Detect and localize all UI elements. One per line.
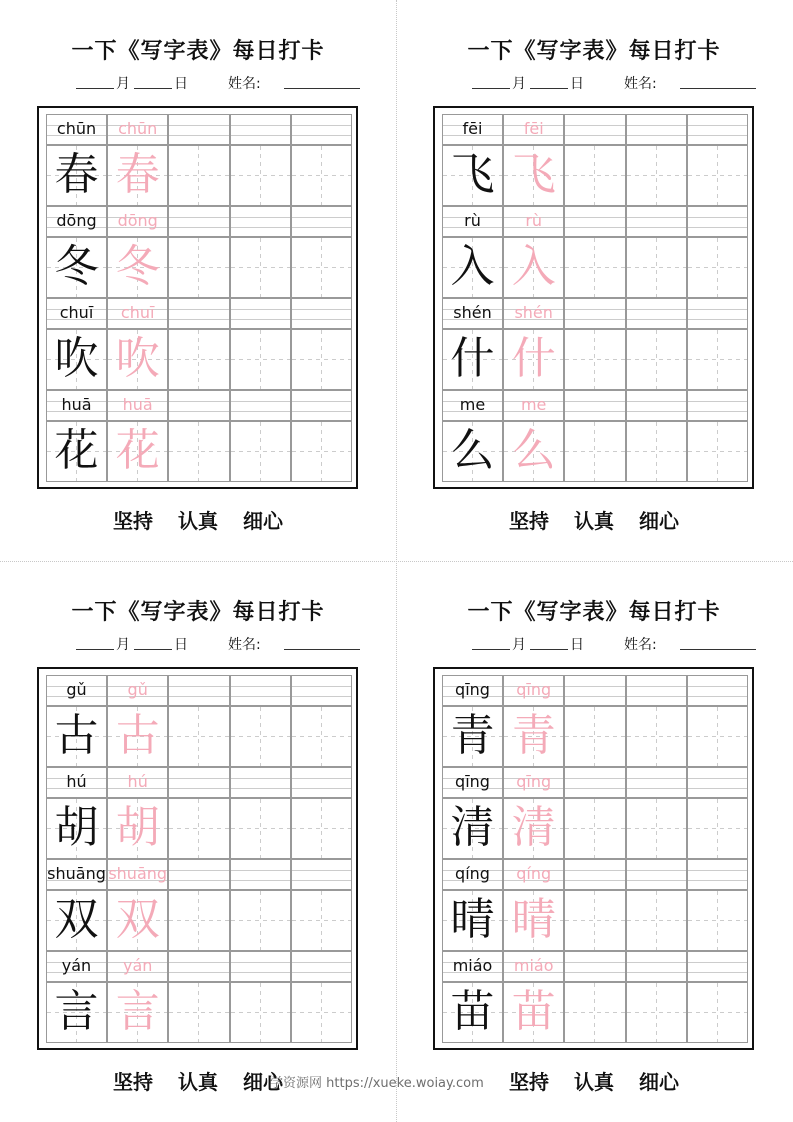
hanzi-trace: 飞 (511, 149, 556, 200)
hanzi-cell[interactable] (564, 329, 625, 390)
day-label: 日 (570, 76, 584, 92)
pinyin-text: qíng (455, 864, 490, 883)
pinyin-cell (503, 390, 564, 421)
motto: 坚持 认真 细心 (509, 1070, 679, 1094)
pinyin-cell[interactable] (564, 859, 625, 890)
pinyin-trace: qīng (516, 680, 552, 699)
hanzi-trace: 入 (511, 241, 556, 292)
day-label: 日 (570, 637, 584, 653)
hanzi-cell[interactable] (291, 237, 352, 298)
pinyin-cell[interactable] (626, 675, 687, 706)
hanzi-cell[interactable] (687, 421, 748, 482)
hanzi-cell[interactable] (168, 798, 229, 859)
hanzi-cell (442, 890, 503, 951)
hanzi-trace: 双 (115, 894, 160, 945)
pinyin-cell (107, 114, 168, 145)
month-label: 月 (116, 637, 130, 653)
hanzi-trace: 言 (115, 986, 160, 1037)
hanzi-model: 入 (450, 241, 495, 292)
hanzi-model: 苗 (450, 986, 495, 1037)
day-blank[interactable] (530, 635, 568, 650)
hanzi-cell (46, 798, 107, 859)
pinyin-cell[interactable] (168, 206, 229, 237)
hanzi-trace: 苗 (511, 986, 556, 1037)
hanzi-cell (442, 329, 503, 390)
pinyin-text: chūn (56, 119, 97, 138)
hanzi-cell[interactable] (564, 421, 625, 482)
pinyin-cell (442, 206, 503, 237)
hanzi-cell[interactable] (564, 706, 625, 767)
writing-grid (442, 675, 748, 1043)
month-blank[interactable] (76, 74, 114, 89)
hanzi-model: 春 (54, 149, 99, 200)
hanzi-cell (46, 890, 107, 951)
month-blank[interactable] (76, 635, 114, 650)
pinyin-text: yán (61, 956, 92, 975)
pinyin-trace: rù (525, 211, 543, 230)
motto: 坚持 认真 细心 (113, 1070, 283, 1094)
pinyin-cell (442, 951, 503, 982)
hanzi-cell[interactable] (564, 982, 625, 1043)
pinyin-cell (503, 767, 564, 798)
pinyin-text: gǔ (66, 680, 87, 699)
pinyin-cell (46, 675, 107, 706)
hanzi-cell[interactable] (168, 145, 229, 206)
hanzi-trace: 春 (115, 149, 160, 200)
hanzi-cell[interactable] (291, 145, 352, 206)
hanzi-trace: 花 (115, 425, 160, 476)
day-label: 日 (174, 637, 188, 653)
pinyin-cell[interactable] (230, 951, 291, 982)
hanzi-cell[interactable] (230, 145, 291, 206)
writing-grid (46, 114, 352, 482)
hanzi-cell (46, 237, 107, 298)
pinyin-cell (503, 114, 564, 145)
pinyin-cell[interactable] (291, 859, 352, 890)
pinyin-cell (442, 767, 503, 798)
hanzi-cell (503, 798, 564, 859)
hanzi-model: 晴 (450, 894, 495, 945)
hanzi-trace: 什 (511, 333, 556, 384)
hanzi-model: 青 (450, 710, 495, 761)
pinyin-cell[interactable] (687, 675, 748, 706)
hanzi-trace: 吹 (115, 333, 160, 384)
hanzi-trace: 胡 (115, 802, 160, 853)
hanzi-model: 清 (450, 802, 495, 853)
hanzi-cell (107, 237, 168, 298)
pinyin-trace: miáo (513, 956, 554, 975)
pinyin-text: qīng (455, 772, 490, 791)
pinyin-text: qīng (455, 680, 490, 699)
pinyin-cell (503, 859, 564, 890)
hanzi-cell[interactable] (687, 890, 748, 951)
hanzi-cell[interactable] (687, 145, 748, 206)
hanzi-cell[interactable] (626, 237, 687, 298)
hanzi-cell (107, 145, 168, 206)
checkin-card (396, 561, 792, 1122)
pinyin-cell[interactable] (564, 675, 625, 706)
hanzi-model: 胡 (54, 802, 99, 853)
pinyin-cell[interactable] (291, 206, 352, 237)
pinyin-cell[interactable] (564, 114, 625, 145)
card-title: 一下《写字表》每日打卡 (71, 38, 325, 64)
pinyin-cell (442, 859, 503, 890)
hanzi-cell (107, 706, 168, 767)
hanzi-model: 什 (450, 333, 495, 384)
hanzi-cell[interactable] (168, 706, 229, 767)
name-label: 姓名: (624, 637, 657, 653)
pinyin-cell[interactable] (687, 951, 748, 982)
hanzi-cell[interactable] (230, 890, 291, 951)
pinyin-cell[interactable] (687, 114, 748, 145)
month-blank[interactable] (472, 635, 510, 650)
pinyin-cell (107, 675, 168, 706)
pinyin-trace: gǔ (127, 680, 148, 699)
hanzi-cell (107, 798, 168, 859)
pinyin-cell[interactable] (168, 675, 229, 706)
writing-grid (46, 675, 352, 1043)
hanzi-cell[interactable] (230, 329, 291, 390)
pinyin-cell[interactable] (230, 767, 291, 798)
hanzi-model: 古 (54, 710, 99, 761)
pinyin-cell[interactable] (687, 390, 748, 421)
checkin-card (0, 0, 396, 561)
card-title: 一下《写字表》每日打卡 (467, 599, 721, 625)
pinyin-cell (46, 859, 107, 890)
pinyin-trace: shén (514, 303, 553, 322)
pinyin-cell (107, 859, 168, 890)
hanzi-cell[interactable] (564, 145, 625, 206)
pinyin-trace: yán (122, 956, 153, 975)
hanzi-cell (46, 421, 107, 482)
pinyin-cell (107, 767, 168, 798)
hanzi-cell (442, 421, 503, 482)
hanzi-cell[interactable] (230, 421, 291, 482)
hanzi-cell[interactable] (564, 890, 625, 951)
card-title: 一下《写字表》每日打卡 (71, 599, 325, 625)
hanzi-trace: 清 (511, 802, 556, 853)
pinyin-cell[interactable] (291, 298, 352, 329)
motto: 坚持 认真 细心 (113, 509, 283, 533)
hanzi-cell[interactable] (168, 982, 229, 1043)
hanzi-cell[interactable] (168, 890, 229, 951)
pinyin-cell[interactable] (626, 859, 687, 890)
pinyin-text: miáo (452, 956, 493, 975)
pinyin-cell[interactable] (168, 951, 229, 982)
practice-frame (37, 667, 358, 1050)
hanzi-cell[interactable] (687, 706, 748, 767)
motto: 坚持 认真 细心 (509, 509, 679, 533)
hanzi-cell[interactable] (291, 890, 352, 951)
pinyin-cell (46, 951, 107, 982)
hanzi-cell[interactable] (291, 329, 352, 390)
hanzi-cell (503, 706, 564, 767)
hanzi-cell (46, 145, 107, 206)
pinyin-cell (442, 114, 503, 145)
pinyin-cell[interactable] (230, 675, 291, 706)
pinyin-cell (107, 206, 168, 237)
pinyin-cell[interactable] (687, 767, 748, 798)
hanzi-cell[interactable] (291, 798, 352, 859)
hanzi-cell (442, 145, 503, 206)
hanzi-cell (503, 329, 564, 390)
day-blank[interactable] (134, 635, 172, 650)
pinyin-cell[interactable] (564, 206, 625, 237)
hanzi-cell[interactable] (564, 237, 625, 298)
hanzi-cell (107, 329, 168, 390)
pinyin-trace: huā (122, 395, 153, 414)
hanzi-cell (107, 890, 168, 951)
name-blank[interactable] (680, 74, 756, 89)
pinyin-cell[interactable] (168, 298, 229, 329)
hanzi-cell[interactable] (168, 421, 229, 482)
hanzi-cell (503, 982, 564, 1043)
hanzi-cell[interactable] (230, 706, 291, 767)
pinyin-cell[interactable] (687, 206, 748, 237)
pinyin-cell[interactable] (168, 859, 229, 890)
pinyin-cell (46, 767, 107, 798)
pinyin-text: fēi (462, 119, 483, 138)
pinyin-cell (107, 390, 168, 421)
pinyin-trace: qíng (516, 864, 552, 883)
hanzi-cell[interactable] (230, 798, 291, 859)
pinyin-cell (503, 206, 564, 237)
pinyin-cell (442, 298, 503, 329)
hanzi-cell[interactable] (626, 706, 687, 767)
pinyin-cell[interactable] (687, 859, 748, 890)
pinyin-text: chuī (59, 303, 94, 322)
hanzi-cell[interactable] (291, 421, 352, 482)
pinyin-trace: me (520, 395, 547, 414)
month-blank[interactable] (472, 74, 510, 89)
pinyin-cell[interactable] (687, 298, 748, 329)
pinyin-trace: hú (127, 772, 148, 791)
pinyin-cell[interactable] (230, 859, 291, 890)
day-blank[interactable] (134, 74, 172, 89)
pinyin-cell (107, 951, 168, 982)
hanzi-cell[interactable] (626, 798, 687, 859)
hanzi-cell[interactable] (626, 890, 687, 951)
pinyin-cell[interactable] (626, 114, 687, 145)
hanzi-cell (442, 237, 503, 298)
hanzi-cell (503, 145, 564, 206)
pinyin-cell[interactable] (230, 206, 291, 237)
hanzi-cell[interactable] (626, 145, 687, 206)
hanzi-cell (46, 982, 107, 1043)
pinyin-cell[interactable] (291, 951, 352, 982)
pinyin-cell[interactable] (564, 298, 625, 329)
card-title: 一下《写字表》每日打卡 (467, 38, 721, 64)
hanzi-trace: 古 (115, 710, 160, 761)
writing-grid (442, 114, 748, 482)
hanzi-cell[interactable] (291, 982, 352, 1043)
pinyin-cell[interactable] (168, 767, 229, 798)
pinyin-text: dōng (56, 211, 97, 230)
name-label: 姓名: (228, 637, 261, 653)
pinyin-cell[interactable] (291, 675, 352, 706)
pinyin-cell[interactable] (626, 767, 687, 798)
practice-frame (433, 106, 754, 489)
pinyin-cell[interactable] (626, 298, 687, 329)
hanzi-model: 冬 (54, 241, 99, 292)
pinyin-cell[interactable] (230, 114, 291, 145)
hanzi-cell (503, 421, 564, 482)
name-label: 姓名: (624, 76, 657, 92)
hanzi-cell (442, 982, 503, 1043)
pinyin-cell (46, 206, 107, 237)
pinyin-trace: chūn (118, 119, 158, 138)
pinyin-cell (503, 298, 564, 329)
day-blank[interactable] (530, 74, 568, 89)
hanzi-trace: 晴 (511, 894, 556, 945)
hanzi-cell[interactable] (687, 329, 748, 390)
pinyin-cell (46, 390, 107, 421)
hanzi-model: 言 (54, 986, 99, 1037)
hanzi-cell[interactable] (687, 237, 748, 298)
pinyin-cell (503, 675, 564, 706)
pinyin-trace: chuī (120, 303, 155, 322)
hanzi-cell[interactable] (230, 982, 291, 1043)
month-label: 月 (116, 76, 130, 92)
hanzi-cell (442, 798, 503, 859)
name-label: 姓名: (228, 76, 261, 92)
hanzi-cell (442, 706, 503, 767)
pinyin-cell[interactable] (626, 951, 687, 982)
pinyin-text: huā (61, 395, 92, 414)
hanzi-cell[interactable] (168, 237, 229, 298)
pinyin-cell[interactable] (291, 390, 352, 421)
hanzi-cell (46, 706, 107, 767)
pinyin-text: shuāng (47, 864, 106, 883)
pinyin-cell[interactable] (230, 390, 291, 421)
practice-frame (433, 667, 754, 1050)
hanzi-model: 双 (54, 894, 99, 945)
pinyin-cell (442, 390, 503, 421)
pinyin-cell[interactable] (564, 951, 625, 982)
pinyin-trace: dōng (117, 211, 158, 230)
checkin-card (396, 0, 792, 561)
pinyin-text: shén (453, 303, 492, 322)
pinyin-cell (46, 114, 107, 145)
hanzi-model: 飞 (450, 149, 495, 200)
hanzi-cell[interactable] (687, 982, 748, 1043)
month-label: 月 (512, 637, 526, 653)
hanzi-cell[interactable] (291, 706, 352, 767)
pinyin-cell[interactable] (564, 390, 625, 421)
hanzi-cell[interactable] (168, 329, 229, 390)
pinyin-trace: shuāng (108, 864, 168, 883)
hanzi-cell (46, 329, 107, 390)
pinyin-cell[interactable] (291, 767, 352, 798)
pinyin-cell[interactable] (230, 298, 291, 329)
pinyin-cell[interactable] (626, 206, 687, 237)
pinyin-text: hú (66, 772, 87, 791)
pinyin-cell[interactable] (626, 390, 687, 421)
month-label: 月 (512, 76, 526, 92)
pinyin-trace: qīng (516, 772, 552, 791)
pinyin-cell (107, 298, 168, 329)
hanzi-model: 花 (54, 425, 99, 476)
practice-frame (37, 106, 358, 489)
hanzi-cell (503, 890, 564, 951)
watermark: 学资源网 https://xueke.woiay.com (270, 1076, 484, 1091)
pinyin-trace: fēi (523, 119, 544, 138)
hanzi-cell[interactable] (626, 982, 687, 1043)
name-blank[interactable] (284, 635, 360, 650)
day-label: 日 (174, 76, 188, 92)
hanzi-cell (107, 421, 168, 482)
hanzi-trace: 青 (511, 710, 556, 761)
checkin-card (0, 561, 396, 1122)
pinyin-cell (46, 298, 107, 329)
hanzi-cell[interactable] (626, 329, 687, 390)
hanzi-model: 么 (450, 425, 495, 476)
pinyin-cell[interactable] (291, 114, 352, 145)
hanzi-cell[interactable] (564, 798, 625, 859)
pinyin-cell (503, 951, 564, 982)
pinyin-cell[interactable] (168, 390, 229, 421)
pinyin-text: me (459, 395, 486, 414)
hanzi-trace: 冬 (115, 241, 160, 292)
hanzi-model: 吹 (54, 333, 99, 384)
name-blank[interactable] (284, 74, 360, 89)
pinyin-cell[interactable] (168, 114, 229, 145)
name-blank[interactable] (680, 635, 756, 650)
hanzi-trace: 么 (511, 425, 556, 476)
pinyin-cell[interactable] (564, 767, 625, 798)
hanzi-cell[interactable] (230, 237, 291, 298)
hanzi-cell[interactable] (626, 421, 687, 482)
hanzi-cell (503, 237, 564, 298)
pinyin-text: rù (464, 211, 481, 230)
hanzi-cell[interactable] (687, 798, 748, 859)
pinyin-cell (442, 675, 503, 706)
hanzi-cell (107, 982, 168, 1043)
